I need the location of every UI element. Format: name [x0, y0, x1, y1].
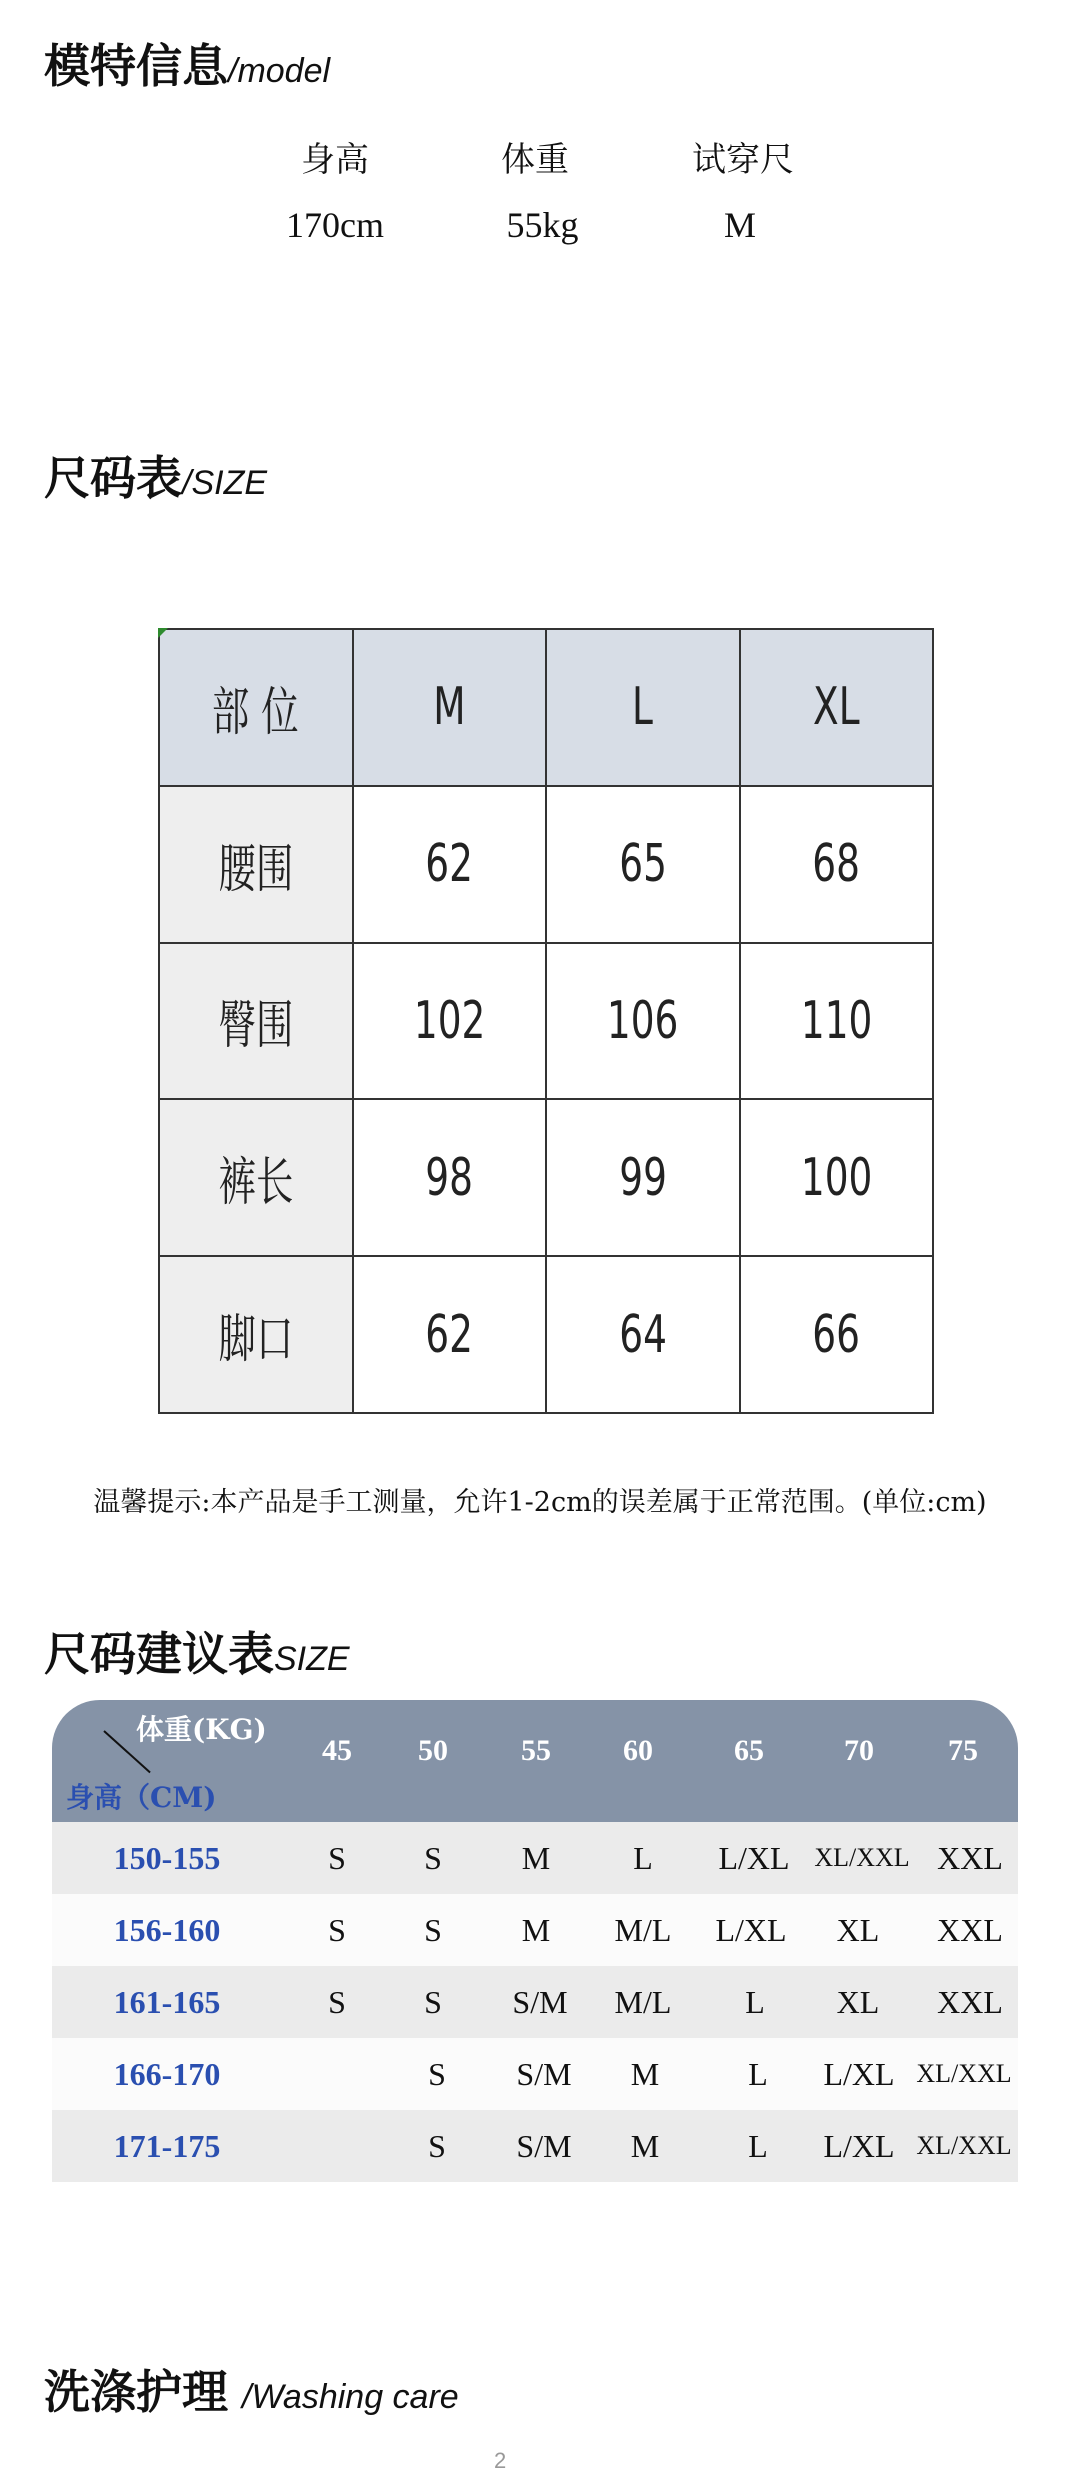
- size-table-row: [159, 943, 933, 1100]
- weight-col-header: 50: [418, 1734, 448, 1767]
- size-cell-text: 110: [800, 990, 872, 1051]
- footer-mark: 2: [494, 2448, 507, 2473]
- size-cell: [740, 943, 934, 1100]
- height-range: 171-175: [113, 2128, 221, 2164]
- size-row-name: [159, 786, 353, 943]
- recommend-title-cn: 尺码建议表: [44, 1627, 274, 1681]
- size-suggestion: S/M: [512, 1984, 568, 2020]
- size-cell: [546, 1099, 740, 1256]
- size-cell: [740, 786, 934, 943]
- weight-axis-label: 体重(KG): [136, 1713, 267, 1746]
- washing-title-cn: 洗涤护理: [44, 2365, 228, 2419]
- size-cell-text: 62: [425, 1304, 474, 1365]
- size-cell: [353, 786, 547, 943]
- model-label-trial-size: 试穿尺: [692, 140, 794, 180]
- height-range: 166-170: [113, 2056, 221, 2092]
- recommendation-row: [52, 2038, 1018, 2110]
- height-range: 161-165: [113, 1984, 221, 2020]
- size-suggestion: XL: [836, 1912, 880, 1948]
- size-suggestion: L/XL: [715, 1912, 787, 1948]
- weight-col-header: 70: [844, 1734, 874, 1767]
- weight-col-header: 45: [322, 1734, 352, 1767]
- model-value-weight: 55kg: [506, 205, 579, 245]
- size-header-xl-text: XL: [812, 677, 860, 738]
- size-suggestion: S: [328, 1912, 346, 1948]
- height-range: 156-160: [113, 1912, 221, 1948]
- size-cell-text: 65: [618, 834, 667, 895]
- size-header-l-text: L: [632, 677, 654, 738]
- size-suggestion: S: [328, 1840, 346, 1876]
- height-axis-label: 身高（CM): [66, 1781, 217, 1814]
- size-cell-text: 99: [618, 1147, 667, 1208]
- size-header-part-text: 部 位: [212, 682, 300, 743]
- size-cell-text: 裤长: [218, 1153, 294, 1214]
- height-range: 150-155: [113, 1840, 221, 1876]
- size-suggestion: XXL: [937, 1840, 1003, 1876]
- size-title-cn: 尺码表: [44, 451, 182, 505]
- size-title-en: /SIZE: [182, 464, 268, 502]
- size-header-m-text: M: [433, 677, 466, 738]
- size-suggestion: L: [633, 1840, 653, 1876]
- size-cell: [353, 943, 547, 1100]
- size-suggestion: M: [630, 2056, 660, 2092]
- recommendation-header: [52, 1700, 1018, 1822]
- size-table-row: [159, 1256, 933, 1413]
- recommendation-row: [52, 1822, 1018, 1894]
- size-suggestion: XL/XXL: [916, 2131, 1012, 2160]
- size-cell: [353, 1256, 547, 1413]
- size-suggestion: L: [748, 2128, 768, 2164]
- size-cell-text: 68: [812, 834, 861, 895]
- size-cell-text: 脚口: [218, 1310, 294, 1371]
- recommendation-row: [52, 2110, 1018, 2182]
- size-suggestion: XL/XXL: [916, 2059, 1012, 2088]
- table-corner-marker: [158, 628, 168, 638]
- size-suggestion: S: [424, 1912, 442, 1948]
- model-title-cn: 模特信息: [44, 39, 228, 93]
- size-suggestion: M: [521, 1912, 551, 1948]
- size-table-header-row: [159, 629, 933, 786]
- size-row-name: [159, 1256, 353, 1413]
- size-cell-text: 臀围: [218, 996, 294, 1057]
- size-suggestion: S: [424, 1984, 442, 2020]
- size-cell-text: 98: [425, 1147, 474, 1208]
- size-cell: [740, 1099, 934, 1256]
- weight-col-header: 75: [948, 1734, 978, 1767]
- washing-title-en: /Washing care: [242, 2378, 459, 2416]
- model-section-title: [44, 30, 330, 96]
- weight-col-header: 55: [521, 1734, 551, 1767]
- recommendation-row: [52, 1894, 1018, 1966]
- model-value-trial-size: M: [723, 205, 756, 245]
- size-cell: [353, 1099, 547, 1256]
- size-recommendation-table: [52, 1700, 1018, 2182]
- size-row-name: [159, 943, 353, 1100]
- size-header-m: [353, 629, 547, 786]
- size-suggestion: S/M: [516, 2056, 572, 2092]
- size-cell-text: 106: [607, 990, 679, 1051]
- size-section-title: [44, 442, 267, 508]
- size-cell: [546, 786, 740, 943]
- size-cell-text: 102: [413, 990, 485, 1051]
- model-title-en: /model: [228, 52, 331, 90]
- size-cell-text: 66: [812, 1304, 861, 1365]
- recommend-section-title: [44, 1618, 350, 1684]
- size-suggestion: L: [745, 1984, 765, 2020]
- model-label-height: 身高: [301, 140, 369, 180]
- size-header-part: [159, 629, 353, 786]
- size-cell: [546, 943, 740, 1100]
- size-suggestion: M: [521, 1840, 551, 1876]
- size-table-row: [159, 786, 933, 943]
- size-suggestion: L/XL: [823, 2056, 895, 2092]
- measurement-tip: 温馨提示:本产品是手工测量，允许1-2cm的误差属于正常范围。(单位:cm): [93, 1487, 987, 1518]
- size-cell: [740, 1256, 934, 1413]
- size-suggestion: XL: [836, 1984, 880, 2020]
- size-table: [158, 628, 934, 1414]
- model-label-weight: 体重: [501, 140, 569, 180]
- size-suggestion: S/M: [516, 2128, 572, 2164]
- weight-col-header: 60: [623, 1734, 653, 1767]
- size-cell: [546, 1256, 740, 1413]
- size-row-name: [159, 1099, 353, 1256]
- size-suggestion: XL/XXL: [814, 1843, 910, 1872]
- size-header-xl: [740, 629, 934, 786]
- size-table-row: [159, 1099, 933, 1256]
- size-suggestion: L: [748, 2056, 768, 2092]
- size-suggestion: M: [630, 2128, 660, 2164]
- recommendation-row: [52, 1966, 1018, 2038]
- size-suggestion: S: [328, 1984, 346, 2020]
- recommend-title-en: SIZE: [274, 1640, 350, 1678]
- size-suggestion: S: [428, 2128, 446, 2164]
- size-cell-text: 62: [425, 834, 474, 895]
- size-suggestion: L/XL: [823, 2128, 895, 2164]
- washing-section-title: [44, 2356, 459, 2422]
- size-cell-text: 腰围: [218, 839, 294, 900]
- model-value-height: 170cm: [286, 205, 384, 245]
- size-suggestion: L/XL: [718, 1840, 790, 1876]
- size-header-l: [546, 629, 740, 786]
- size-cell-text: 64: [618, 1304, 667, 1365]
- weight-col-header: 65: [734, 1734, 764, 1767]
- size-suggestion: XXL: [937, 1984, 1003, 2020]
- size-suggestion: M/L: [614, 1912, 672, 1948]
- size-cell-text: 100: [800, 1147, 872, 1208]
- size-suggestion: S: [424, 1840, 442, 1876]
- size-suggestion: XXL: [937, 1912, 1003, 1948]
- size-suggestion: S: [428, 2056, 446, 2092]
- size-suggestion: M/L: [614, 1984, 672, 2020]
